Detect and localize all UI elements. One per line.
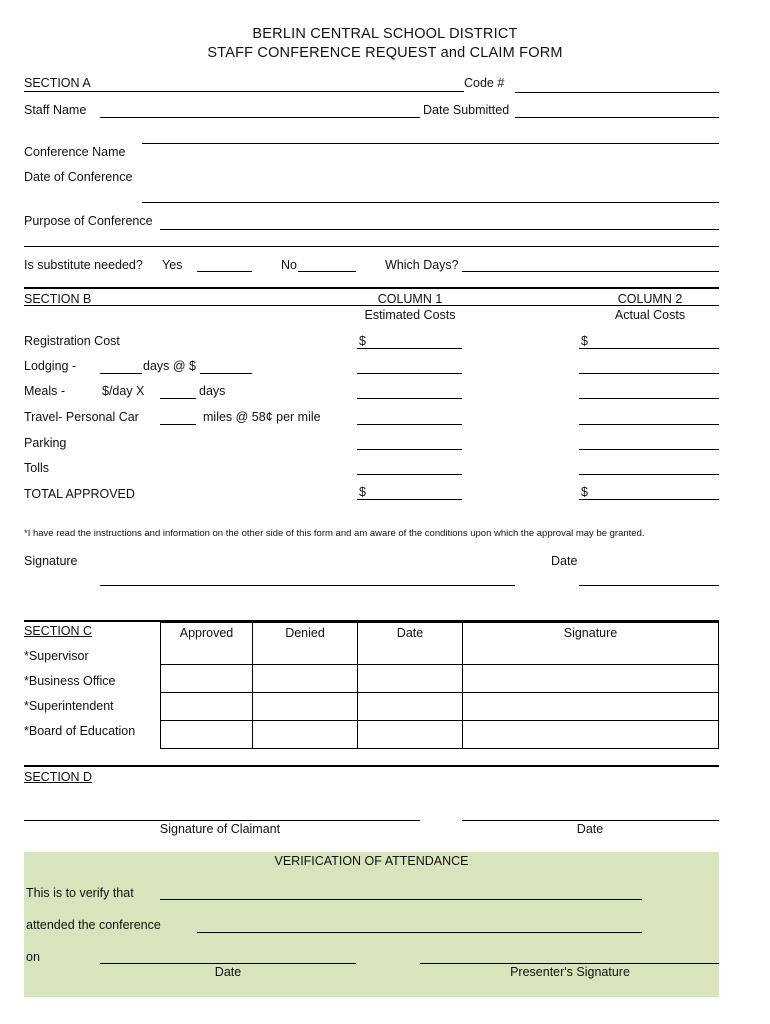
code-field[interactable] — [515, 92, 719, 93]
section-d-heading: SECTION D — [24, 770, 93, 784]
row-superintendent: *Superintendent — [24, 699, 114, 713]
tolls-col1-field[interactable] — [357, 474, 462, 475]
claimant-signature-field[interactable] — [24, 820, 420, 821]
tolls-col2-field[interactable] — [579, 474, 719, 475]
verify-name-field[interactable] — [160, 899, 642, 900]
which-days-field[interactable] — [462, 271, 719, 272]
superintendent-date-cell[interactable] — [358, 693, 463, 721]
verification-date-label: Date — [214, 965, 242, 979]
no-label: No — [281, 258, 297, 272]
superintendent-signature-cell[interactable] — [463, 693, 719, 721]
travel-col1-field[interactable] — [357, 424, 462, 425]
date-of-conference-field[interactable] — [142, 202, 719, 203]
meals-rate-label: $/day X — [102, 384, 145, 398]
conference-name-field[interactable] — [142, 143, 719, 144]
registration-col2-field[interactable] — [579, 348, 719, 349]
approval-col-denied[interactable] — [253, 623, 358, 665]
board-date-cell[interactable] — [358, 721, 463, 749]
lodging-rate-label: days @ $ — [143, 359, 196, 373]
board-denied-cell[interactable] — [253, 721, 358, 749]
lodging-rate-field[interactable] — [200, 373, 252, 374]
business-office-approved-cell[interactable] — [161, 665, 253, 693]
business-office-signature-cell[interactable] — [463, 665, 719, 693]
conference-name-label: Conference Name — [24, 145, 126, 159]
date-submitted-field[interactable] — [515, 117, 719, 118]
col-header-signature: Signature — [563, 626, 618, 640]
row-business-office: *Business Office — [24, 674, 116, 688]
travel-col2-field[interactable] — [579, 424, 719, 425]
verification-title: VERIFICATION OF ATTENDANCE — [274, 854, 469, 868]
presenter-signature-field[interactable] — [420, 963, 719, 964]
staff-name-field[interactable] — [100, 117, 420, 118]
section-divider-cd — [24, 765, 719, 767]
presenter-signature-label: Presenter's Signature — [510, 965, 630, 979]
travel-rate-label: miles @ 58¢ per mile — [203, 410, 321, 424]
column1-heading: COLUMN 1 — [377, 292, 443, 306]
section-divider-ab — [24, 287, 719, 289]
staff-name-label: Staff Name — [24, 103, 87, 117]
registration-col1-dollar: $ — [359, 334, 366, 348]
total-col2-dollar: $ — [581, 485, 588, 499]
travel-label: Travel- Personal Car — [24, 410, 139, 424]
district-title: BERLIN CENTRAL SCHOOL DISTRICT — [252, 26, 518, 42]
date-submitted-label: Date Submitted — [423, 103, 510, 117]
claimant-signature-label: Signature of Claimant — [159, 822, 281, 836]
board-signature-cell[interactable] — [463, 721, 719, 749]
section-b-heading: SECTION B — [24, 292, 92, 306]
column2-subheading: Actual Costs — [614, 308, 686, 322]
total-col2-field[interactable] — [579, 499, 719, 500]
total-col1-dollar: $ — [359, 485, 366, 499]
column2-heading: COLUMN 2 — [617, 292, 683, 306]
section-a-heading: SECTION A — [24, 76, 91, 90]
row-board-of-education: *Board of Education — [24, 724, 136, 738]
parking-label: Parking — [24, 436, 67, 450]
lodging-col1-field[interactable] — [357, 373, 462, 374]
column1-subheading: Estimated Costs — [364, 308, 456, 322]
verify-label: This is to verify that — [26, 886, 134, 900]
no-field[interactable] — [298, 271, 356, 272]
business-office-denied-cell[interactable] — [253, 665, 358, 693]
lodging-col2-field[interactable] — [579, 373, 719, 374]
total-col1-field[interactable] — [357, 499, 462, 500]
signature-date-field[interactable] — [579, 585, 719, 586]
meals-label: Meals - — [24, 384, 65, 398]
approval-col-approved[interactable] — [161, 623, 253, 665]
form-title: STAFF CONFERENCE REQUEST and CLAIM FORM — [207, 45, 563, 61]
yes-label: Yes — [162, 258, 183, 272]
registration-label: Registration Cost — [24, 334, 120, 348]
parking-col1-field[interactable] — [357, 449, 462, 450]
registration-col2-dollar: $ — [581, 334, 588, 348]
which-days-label: Which Days? — [385, 258, 459, 272]
tolls-label: Tolls — [24, 461, 50, 475]
certification-text: *I have read the instructions and information on the other side of this form and am aware of the conditions upon which the approval may be granted. — [24, 528, 645, 539]
yes-field[interactable] — [197, 271, 252, 272]
total-label: TOTAL APPROVED — [24, 487, 135, 501]
meals-days-label: days — [199, 384, 226, 398]
superintendent-denied-cell[interactable] — [253, 693, 358, 721]
signature-label: Signature — [24, 554, 78, 568]
attended-conference-field[interactable] — [197, 932, 642, 933]
registration-col1-field[interactable] — [357, 348, 462, 349]
lodging-days-field[interactable] — [100, 373, 142, 374]
section-a-rule — [24, 91, 464, 92]
code-label: Code # — [464, 76, 505, 90]
approval-table — [160, 622, 719, 749]
substitute-label: Is substitute needed? — [24, 258, 143, 272]
attended-label: attended the conference — [26, 918, 161, 932]
purpose-field-line2[interactable] — [24, 246, 719, 247]
meals-col1-field[interactable] — [357, 398, 462, 399]
signature-field[interactable] — [100, 585, 515, 586]
claimant-date-label: Date — [576, 822, 604, 836]
verification-date-field[interactable] — [100, 963, 356, 964]
col-header-approved: Approved — [179, 626, 234, 640]
col-header-date: Date — [396, 626, 424, 640]
approval-col-signature[interactable] — [463, 623, 719, 665]
board-approved-cell[interactable] — [161, 721, 253, 749]
claimant-date-field[interactable] — [462, 820, 719, 821]
meals-days-field[interactable] — [160, 398, 196, 399]
meals-col2-field[interactable] — [579, 398, 719, 399]
row-supervisor: *Supervisor — [24, 649, 89, 663]
purpose-label: Purpose of Conference — [24, 214, 153, 228]
parking-col2-field[interactable] — [579, 449, 719, 450]
col-header-denied: Denied — [285, 626, 325, 640]
superintendent-approved-cell[interactable] — [161, 693, 253, 721]
purpose-field[interactable] — [160, 229, 719, 230]
date-of-conference-label: Date of Conference — [24, 170, 133, 184]
on-label: on — [26, 950, 40, 964]
travel-miles-field[interactable] — [160, 424, 196, 425]
approval-col-date[interactable] — [358, 623, 463, 665]
lodging-label: Lodging - — [24, 359, 77, 373]
date-label: Date — [551, 554, 578, 568]
business-office-date-cell[interactable] — [358, 665, 463, 693]
section-c-heading: SECTION C — [24, 624, 93, 638]
